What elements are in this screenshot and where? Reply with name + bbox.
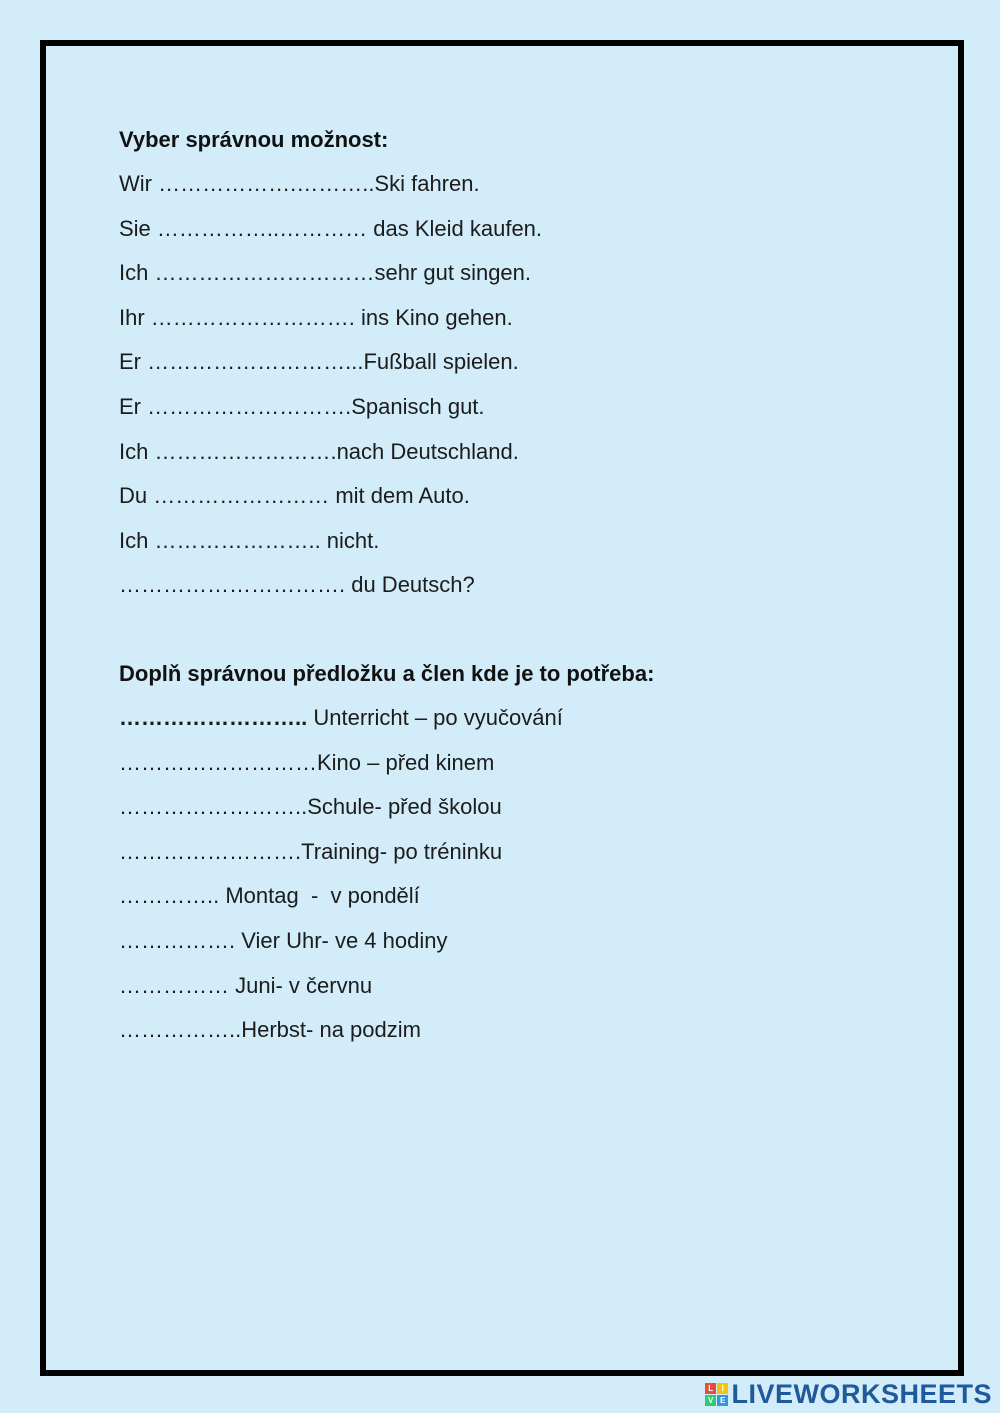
exercise-line: [119, 972, 654, 1000]
answer-blank[interactable]: ……………..: [119, 1017, 242, 1043]
logo-tile: I: [717, 1383, 728, 1394]
exercise-line: Wir ……………….………..Ski fahren.: [119, 171, 480, 196]
exercise-line: Du …………………… mit dem Auto.: [119, 483, 470, 509]
section-choose-option: [119, 126, 542, 616]
line-text: Montag - v pondělí: [225, 883, 420, 909]
exercise-line: Ich ………………….. nicht.: [119, 527, 380, 553]
exercise-line: Sie ……………..………… das Kleid kaufen.: [119, 215, 543, 241]
line-text: Vier Uhr- ve 4 hodiny: [241, 927, 448, 953]
answer-blank[interactable]: …………….: [119, 927, 242, 953]
line-text: Herbst- na podzim: [241, 1017, 421, 1043]
line-text: Training- po tréninku: [301, 838, 503, 864]
exercise-line: [119, 704, 654, 732]
exercise-line: [119, 749, 654, 777]
line-text: Juni- v červnu: [235, 972, 373, 998]
brand-name: LIVEWORKSHEETS: [731, 1378, 992, 1409]
logo-tile: V: [705, 1395, 716, 1406]
logo-tile: L: [705, 1383, 716, 1394]
exercise-line: Er ………………………...Fußball spielen.: [119, 349, 519, 375]
exercise-line: Er ……………………….Spanisch gut.: [119, 393, 485, 419]
line-text: Schule- před školou: [307, 794, 502, 820]
answer-blank[interactable]: ……………………..: [119, 794, 308, 820]
answer-blank[interactable]: ………………………: [119, 749, 317, 775]
answer-blank[interactable]: ……………: [119, 972, 236, 998]
exercise-line: [119, 927, 654, 955]
answer-blank[interactable]: …………………….: [119, 838, 302, 864]
exercise-line: Ich …………………….nach Deutschland.: [119, 438, 519, 464]
exercise-line: [119, 882, 654, 910]
logo-grid-icon: [705, 1383, 728, 1406]
liveworksheets-logo[interactable]: [705, 1379, 992, 1409]
worksheet-frame: [40, 40, 964, 1376]
exercise-line: Ich …………………………sehr gut singen.: [119, 260, 532, 286]
exercise-line: [119, 838, 654, 866]
exercise-line: [119, 1016, 654, 1044]
section-fill-preposition: [119, 660, 654, 1061]
line-text: Unterricht – po vyučování: [307, 705, 563, 730]
answer-blank[interactable]: ……………………..: [119, 705, 308, 730]
section-heading: Doplň správnou předložku a člen kde je to potřeba:: [119, 661, 655, 686]
line-text: Kino – před kinem: [317, 749, 495, 775]
logo-tile: E: [717, 1395, 728, 1406]
exercise-line: [119, 793, 654, 821]
exercise-line: Ihr ………………………. ins Kino gehen.: [119, 304, 513, 330]
answer-blank[interactable]: …………..: [119, 883, 226, 909]
section-heading: Vyber správnou možnost:: [119, 127, 389, 152]
exercise-line: …………………………. du Deutsch?: [119, 572, 475, 598]
